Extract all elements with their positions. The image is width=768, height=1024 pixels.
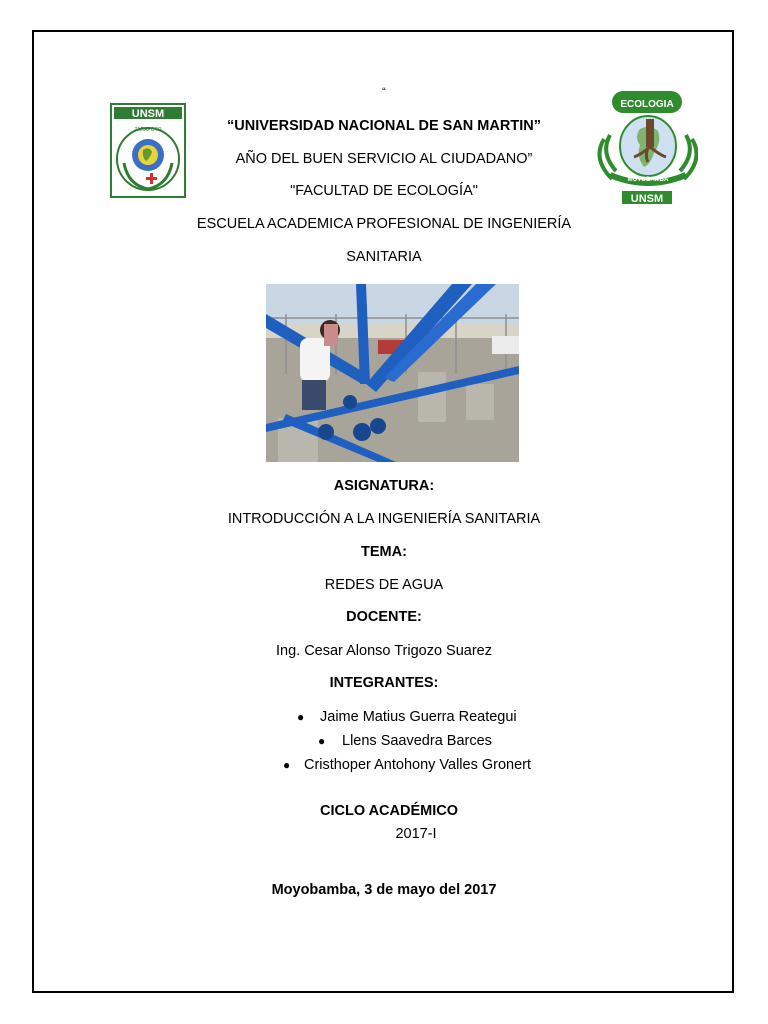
left-logo-title: UNSM <box>131 108 165 120</box>
date-line: Moyobamba, 3 de mayo del 2017 <box>271 882 497 898</box>
bullet: ● <box>297 710 305 724</box>
cycle-label: CICLO ACADÉMICO <box>319 803 458 819</box>
right-logo-banner: ECOLOGIA <box>620 99 674 110</box>
bullet: ● <box>283 758 291 772</box>
school-line-1: ESCUELA ACADEMICA PROFESIONAL DE INGENIERÍA <box>196 216 572 232</box>
cycle-value: 2017-I <box>395 826 437 842</box>
topic-name: REDES DE AGUA <box>324 577 444 593</box>
member-item: Llens Saavedra Barces <box>342 733 492 749</box>
topic-label: TEMA: <box>361 544 407 560</box>
member-item: Jaime Matius Guerra Reategui <box>320 709 517 725</box>
school-line-2: SANITARIA <box>346 249 422 265</box>
members-label: INTEGRANTES: <box>329 675 439 691</box>
member-item: Cristhoper Antohony Valles Gronert <box>304 757 532 773</box>
right-logo-bottom: UNSM <box>630 193 664 205</box>
quote-mark: “ <box>382 86 386 98</box>
year-motto: AÑO DEL BUEN SERVICIO AL CIUDADANO” <box>235 151 533 167</box>
subject-label: ASIGNATURA: <box>333 478 435 494</box>
left-logo-city: TARAPOTO <box>134 127 162 133</box>
teacher-label: DOCENTE: <box>346 609 422 625</box>
teacher-name: Ing. Cesar Alonso Trigozo Suarez <box>275 643 492 659</box>
university-name: “UNIVERSIDAD NACIONAL DE SAN MARTIN” <box>227 118 541 134</box>
subject-name: INTRODUCCIÓN A LA INGENIERÍA SANITARIA <box>227 511 541 527</box>
water-network-photo <box>266 284 519 462</box>
faculty-name: "FACULTAD DE ECOLOGÍA" <box>290 183 478 199</box>
right-logo-city: MOYOBAMBA <box>627 177 669 183</box>
bullet: ● <box>318 734 326 748</box>
